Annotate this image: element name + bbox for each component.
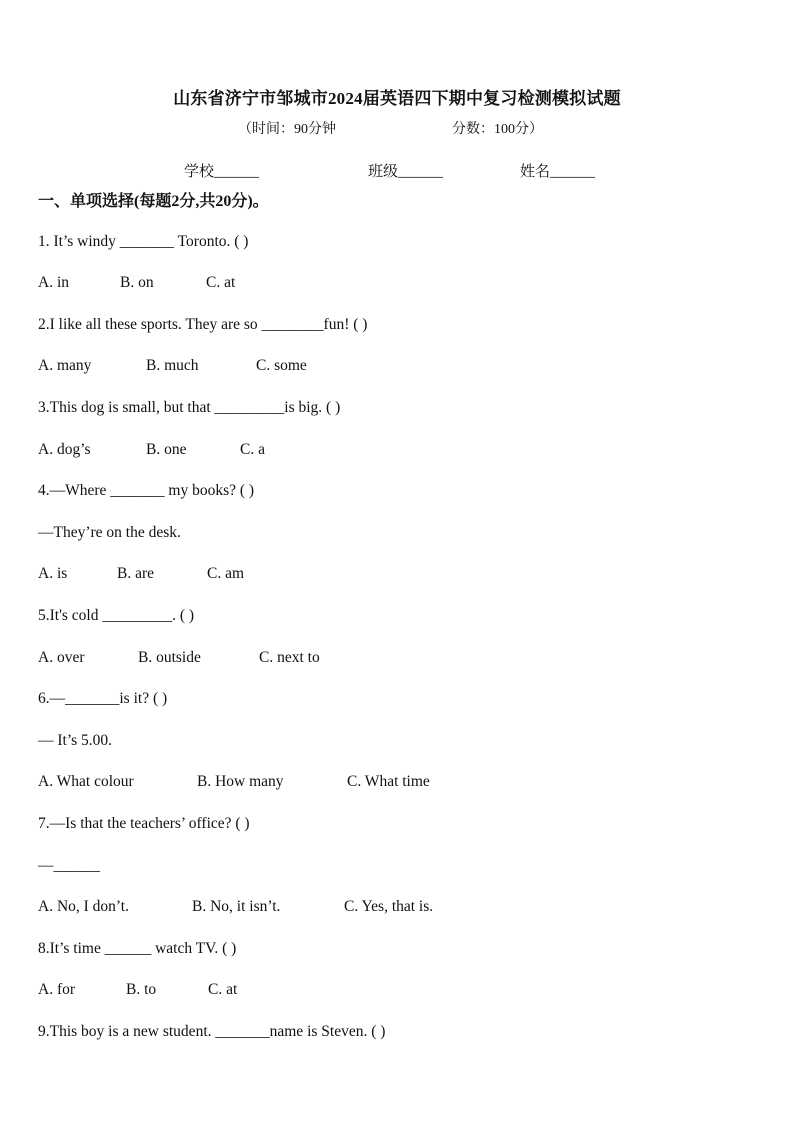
option-c: C. a [240,441,265,458]
option-b: B. No, it isn’t. [192,898,281,915]
options-7 [38,898,433,916]
reply-7: —______ [38,857,100,874]
school-field: 学校______ [184,164,260,180]
question-6: 6.—_______is it? ( ) [38,690,168,707]
option-b: B. one [146,441,187,458]
reply-4: —They’re on the desk. [38,524,181,541]
option-a: A. many [38,357,92,374]
question-2: 2.I like all these sports. They are so ________fun! ( ) [38,316,368,333]
option-a: A. for [38,981,76,998]
option-b: B. on [120,274,154,291]
name-field: 姓名______ [520,164,596,180]
options-4 [38,565,244,583]
option-b: B. to [126,981,157,998]
option-a: A. is [38,565,68,582]
options-6 [38,773,430,791]
reply-6: — It’s 5.00. [38,732,113,749]
question-4: 4.—Where _______ my books? ( ) [38,482,255,499]
option-c: C. Yes, that is. [344,898,434,915]
option-c: C. next to [259,649,320,666]
question-5: 5.It's cold _________. ( ) [38,607,195,624]
option-a: A. dog’s [38,441,91,458]
options-2 [38,357,307,375]
page-title: 山东省济宁市邹城市2024届英语四下期中复习检测模拟试题 [173,89,621,108]
question-8: 8.It’s time ______ watch TV. ( ) [38,940,237,957]
option-b: B. outside [138,649,201,666]
option-b: B. How many [197,773,284,790]
option-a: A. What colour [38,773,134,790]
option-c: C. at [208,981,238,998]
option-c: C. am [207,565,245,582]
option-a: A. No, I don’t. [38,898,129,915]
options-3 [38,441,265,459]
option-c: C. some [256,357,307,374]
exam-score: 分数：100分） [452,122,543,137]
option-a: A. over [38,649,85,666]
option-c: C. at [206,274,236,291]
option-c: C. What time [347,773,430,790]
question-1: 1. It’s windy _______ Toronto. ( ) [38,233,249,250]
section-heading: 一、单项选择(每题2分,共20分)。 [38,193,269,210]
question-7: 7.—Is that the teachers’ office? ( ) [38,815,250,832]
option-b: B. much [146,357,199,374]
question-9: 9.This boy is a new student. _______name is Steven. ( ) [38,1023,386,1040]
option-a: A. in [38,274,69,291]
class-field: 班级______ [368,164,444,180]
exam-time: （时间：90分钟 [238,122,336,137]
option-b: B. are [117,565,155,582]
options-5 [38,649,320,667]
options-1 [38,274,235,292]
options-8 [38,981,237,999]
question-3: 3.This dog is small, but that _________is big. ( ) [38,399,341,416]
